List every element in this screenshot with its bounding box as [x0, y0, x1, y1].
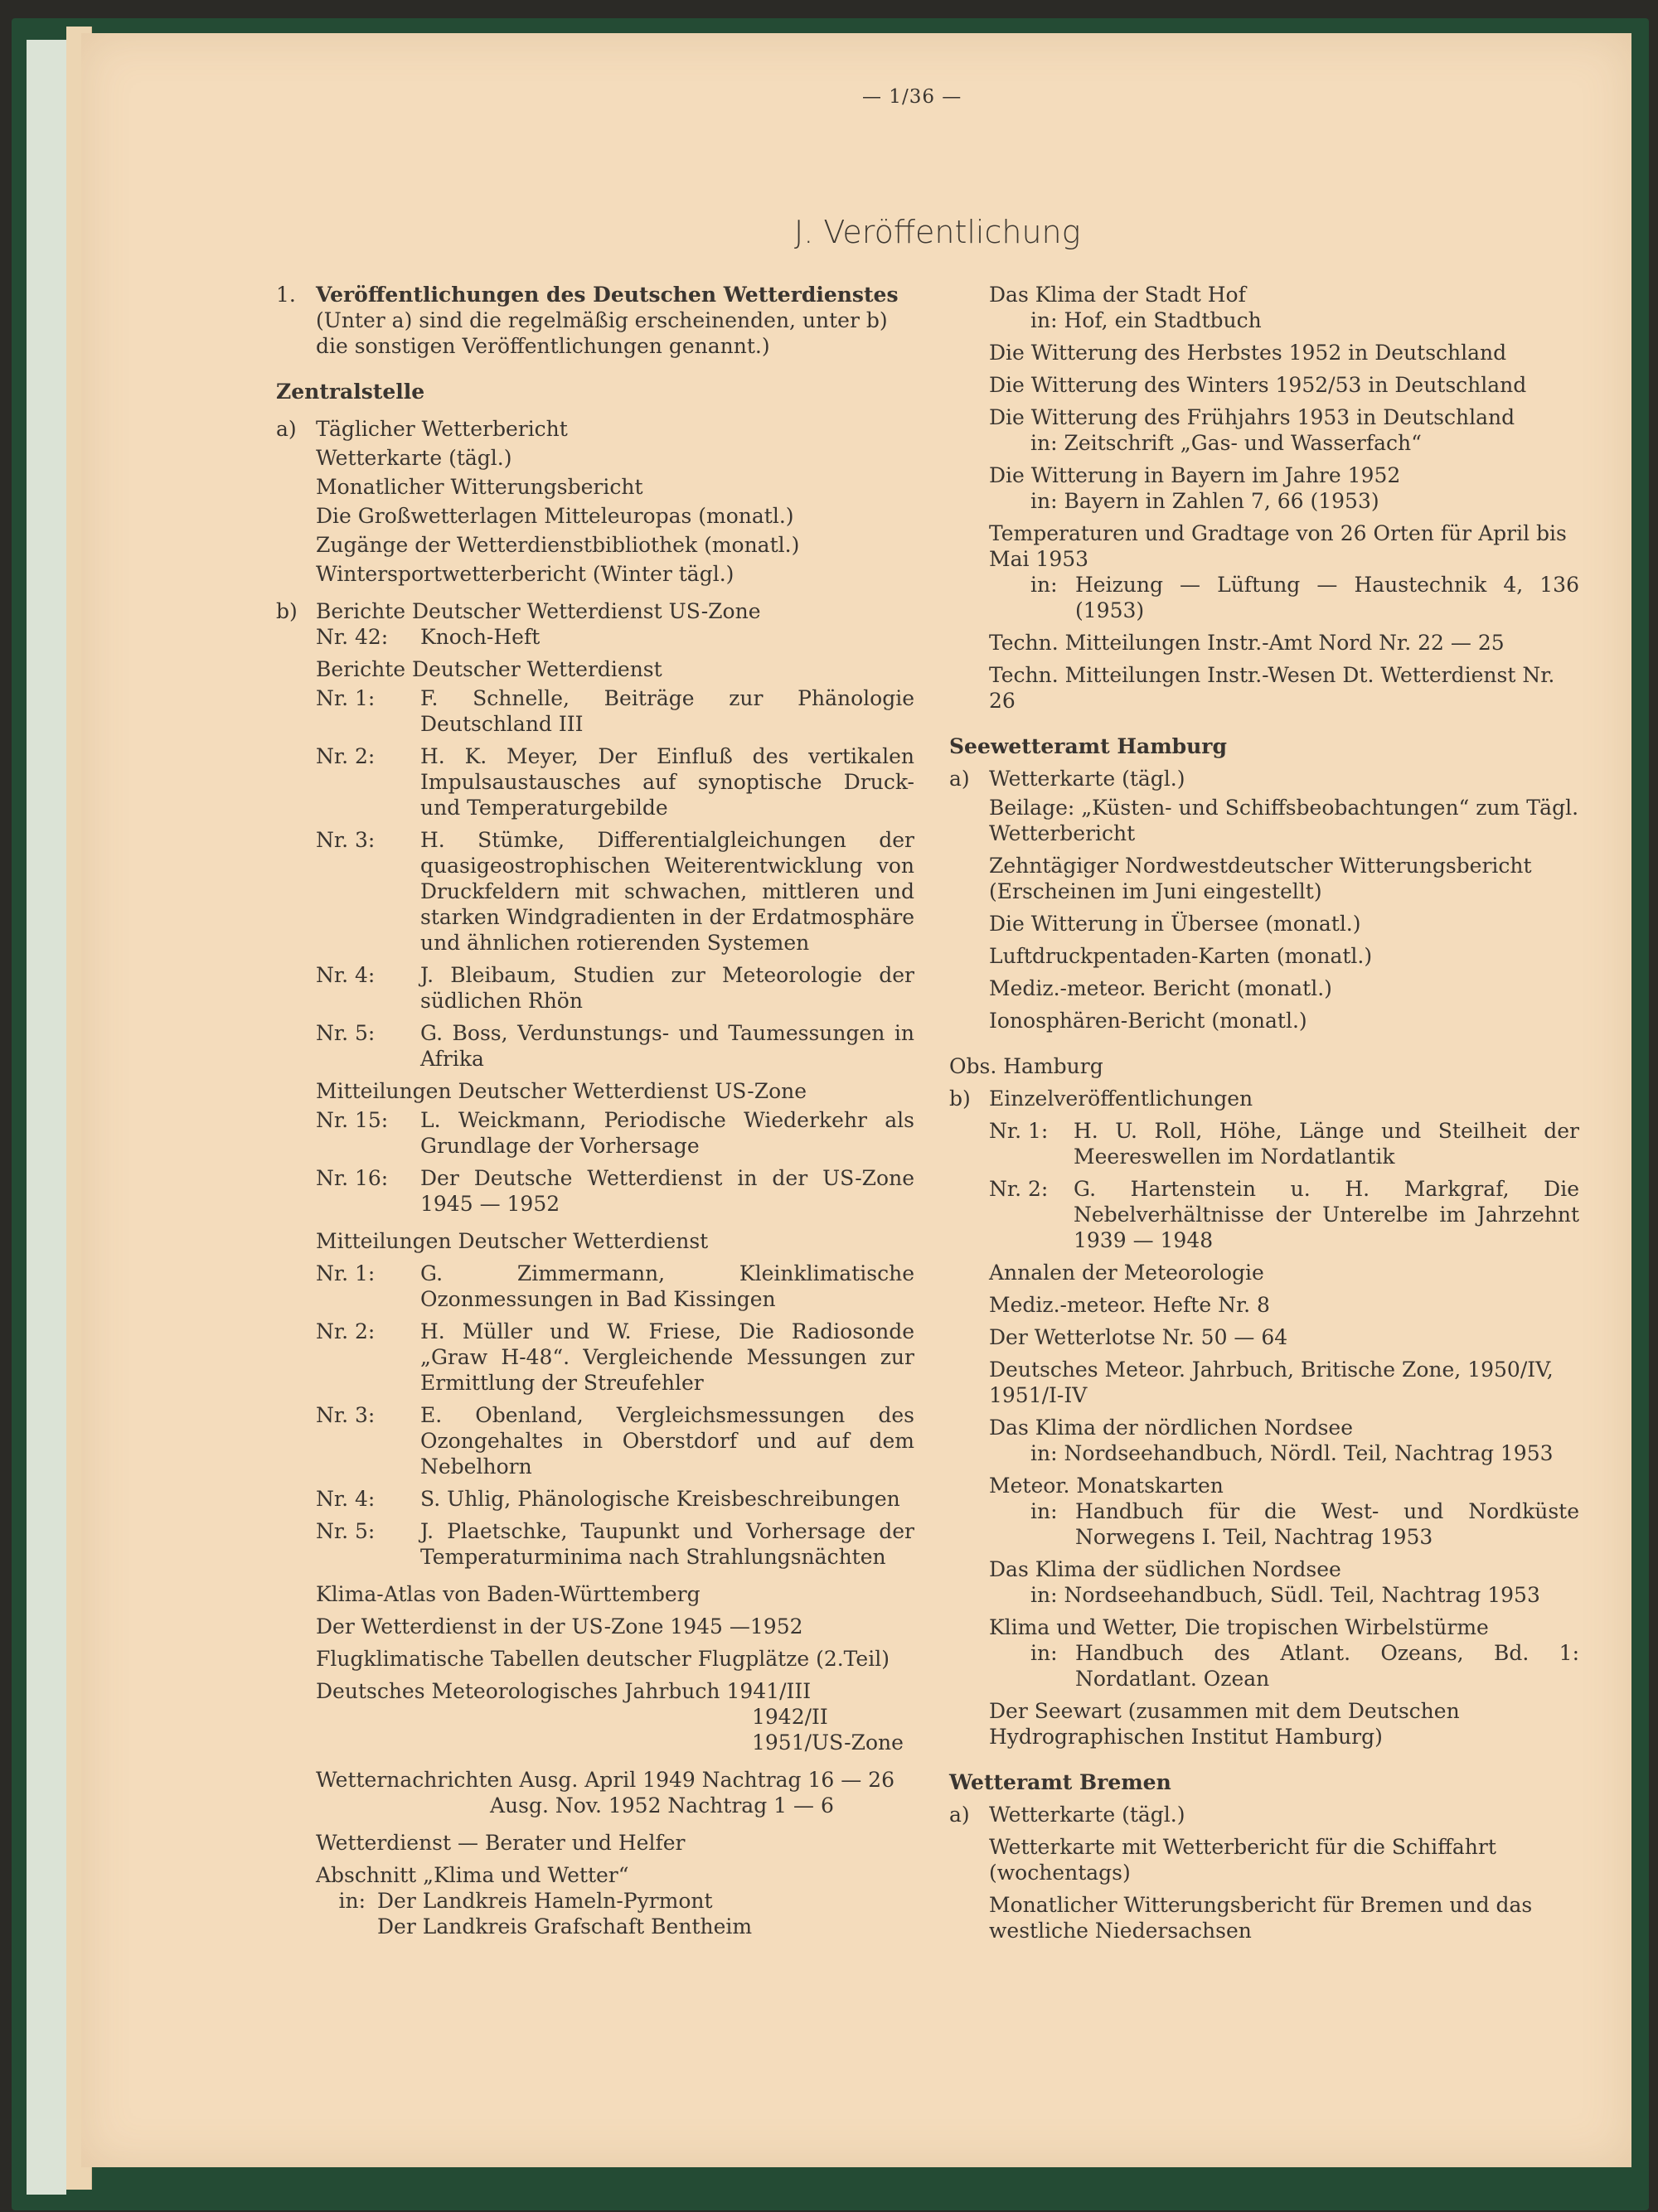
list-item: Temperaturen und Gradtage von 26 Orten für April bis Mai 1953	[989, 521, 1567, 571]
list-item: Die Witterung in Bayern im Jahre 1952	[989, 463, 1401, 487]
list-item-in: in: Handbuch des Atlant. Ozeans, Bd. 1: Nordatlant. Ozean	[1030, 1641, 1579, 1691]
list-item: Luftdruckpentaden-Karten (monatl.)	[989, 944, 1373, 968]
list-item: Nr. 1: H. U. Roll, Höhe, Länge und Steilheit der Meereswellen im Nordatlantik	[989, 1119, 1579, 1169]
list-a-first: a) Wetterkarte (tägl.)	[949, 767, 1185, 791]
list-item: Der Wetterdienst in der US-Zone 1945 —1952	[316, 1614, 803, 1638]
list-item: Nr. 2: G. Hartenstein u. H. Markgraf, Die Nebelverhältnisse der Unterelbe im Jahrzehnt 1939 — 1948	[989, 1177, 1579, 1252]
list-item: Nr. 5: G. Boss, Verdunstungs- und Taumessungen in Afrika	[316, 1021, 914, 1071]
list-item-in: in: Der Landkreis Hameln-Pyrmont	[338, 1889, 713, 1913]
list-item-in: in: Heizung — Lüftung — Haustechnik 4, 136 (1953)	[1030, 573, 1579, 622]
list-item: Mediz.-meteor. Hefte Nr. 8	[989, 1293, 1270, 1317]
list-item: Flugklimatische Tabellen deutscher Flugplätze (2.Teil)	[316, 1647, 890, 1671]
section-1-title: 1. Veröffentlichungen des Deutschen Wetterdienstes	[276, 283, 899, 307]
list-item: Mediz.-meteor. Bericht (monatl.)	[989, 976, 1332, 1000]
list-item-in: in: Zeitschrift „Gas- und Wasserfach“	[1030, 431, 1422, 455]
list-item: Deutsches Meteor. Jahrbuch, Britische Zone, 1950/IV, 1951/I-IV	[989, 1358, 1554, 1407]
list-item: Annalen der Meteorologie	[989, 1261, 1264, 1285]
list-item: Techn. Mitteilungen Instr.-Amt Nord Nr. 22 — 25	[989, 631, 1505, 655]
list-item: Nr. 4: S. Uhlig, Phänologische Kreisbeschreibungen	[316, 1487, 900, 1511]
list-item-in: in: Handbuch für die West- und Nordküste Norwegens I. Teil, Nachtrag 1953	[1030, 1499, 1579, 1549]
list-item-in: in: Nordseehandbuch, Südl. Teil, Nachtrag 1953	[1030, 1583, 1540, 1607]
list-item-in: Der Landkreis Grafschaft Bentheim	[377, 1914, 753, 1939]
list-item: Deutsches Meteorologisches Jahrbuch 1941/III	[316, 1679, 812, 1703]
list-item: Die Witterung des Winters 1952/53 in Deutschland	[989, 373, 1527, 397]
cover-inner-edge	[27, 40, 66, 2195]
list-item: Nr. 5: J. Plaetschke, Taupunkt und Vorhersage der Temperaturminima nach Strahlungsnächten	[316, 1519, 914, 1569]
list-item: Nr. 2: H. Müller und W. Friese, Die Radiosonde „Graw H-48“. Vergleichende Messungen zur Ermittlung der Streufehler	[316, 1319, 914, 1395]
list-item: Klima-Atlas von Baden-Württemberg	[316, 1582, 701, 1606]
list-item: Das Klima der südlichen Nordsee	[989, 1557, 1341, 1581]
left-column	[276, 282, 914, 1939]
list-item: Die Witterung des Herbstes 1952 in Deutschland	[989, 341, 1507, 365]
list-item: Nr. 1: G. Zimmermann, Kleinklimatische Ozonmessungen in Bad Kissingen	[316, 1261, 914, 1311]
list-item: Techn. Mitteilungen Instr.-Wesen Dt. Wetterdienst Nr. 26	[989, 663, 1555, 713]
list-item: Ionosphären-Bericht (monatl.)	[989, 1009, 1307, 1033]
list-item: Zugänge der Wetterdienstbibliothek (monatl.)	[316, 533, 800, 557]
series-title: Berichte Deutscher Wetterdienst	[316, 657, 662, 681]
list-item: Wetterkarte mit Wetterbericht für die Schiffahrt (wochentags)	[989, 1835, 1496, 1885]
list-item: Nr. 15: L. Weickmann, Periodische Wiederkehr als Grundlage der Vorhersage	[316, 1108, 914, 1158]
section-1-note: (Unter a) sind die regelmäßig erscheinenden, unter b) die sonstigen Veröffentlichungen genannt.)	[316, 308, 888, 358]
wetteramt-bremen-heading: Wetteramt Bremen	[949, 1770, 1171, 1794]
list-item: Die Witterung des Frühjahrs 1953 in Deutschland	[989, 405, 1515, 429]
list-item: Wetterdienst — Berater und Helfer	[316, 1831, 686, 1855]
list-a-first: a) Wetterkarte (tägl.)	[949, 1803, 1185, 1827]
series-title: Mitteilungen Deutscher Wetterdienst	[316, 1229, 709, 1253]
seewetteramt-heading: Seewetteramt Hamburg	[949, 734, 1227, 758]
list-item-in: in: Nordseehandbuch, Nördl. Teil, Nachtrag 1953	[1030, 1441, 1554, 1465]
list-item: Wintersportwetterbericht (Winter tägl.)	[316, 562, 734, 586]
list-item: Nr. 3: H. Stümke, Differentialgleichungen der quasigeostrophischen Weiterentwicklung von Druckfeldern mit schwachen, mittleren und starken Windgradienten in der Erdatmosphäre und ähnlichen rotierenden Systemen	[316, 828, 914, 955]
list-item: Das Klima der Stadt Hof	[989, 283, 1246, 307]
list-item: Abschnitt „Klima und Wetter“	[316, 1863, 629, 1887]
list-item: Das Klima der nördlichen Nordsee	[989, 1416, 1353, 1440]
list-item: Monatlicher Witterungsbericht für Bremen und das westliche Niedersachsen	[989, 1893, 1533, 1943]
list-item-in: in: Bayern in Zahlen 7, 66 (1953)	[1030, 489, 1379, 513]
list-b-first: b) Berichte Deutscher Wetterdienst US-Zone	[276, 599, 761, 623]
list-item: Wetterkarte (tägl.)	[316, 446, 512, 470]
list-item-continuation: Ausg. Nov. 1952 Nachtrag 1 — 6	[490, 1793, 834, 1818]
list-item: Nr. 16: Der Deutsche Wetterdienst in der US-Zone 1945 — 1952	[316, 1166, 914, 1216]
page-number: — 1/36 —	[862, 86, 962, 108]
list-item: Die Großwetterlagen Mitteleuropas (monatl.)	[316, 504, 794, 528]
series-title: Mitteilungen Deutscher Wetterdienst US-Zone	[316, 1079, 807, 1103]
list-item-continuation: 1951/US-Zone	[752, 1730, 904, 1755]
list-item: Der Seewart (zusammen mit dem Deutschen Hydrographischen Institut Hamburg)	[989, 1699, 1460, 1749]
list-item: Klima und Wetter, Die tropischen Wirbelstürme	[989, 1615, 1489, 1639]
list-a-first: a) Täglicher Wetterbericht	[276, 417, 568, 441]
obs-hamburg: Obs. Hamburg	[949, 1054, 1103, 1078]
list-item: Die Witterung in Übersee (monatl.)	[989, 912, 1361, 936]
list-item: Nr. 4: J. Bleibaum, Studien zur Meteorologie der südlichen Rhön	[316, 963, 914, 1013]
list-item-continuation: 1942/II	[752, 1705, 828, 1729]
page-title: J. Veröffentlichung	[794, 214, 1081, 250]
list-item: Beilage: „Küsten- und Schiffsbeobachtungen“ zum Tägl. Wetterbericht	[989, 796, 1579, 845]
right-column	[949, 282, 1579, 1943]
list-item: Nr. 1: F. Schnelle, Beiträge zur Phänologie Deutschland III	[316, 686, 914, 736]
list-item: Monatlicher Witterungsbericht	[316, 475, 643, 499]
list-item: Zehntägiger Nordwestdeutscher Witterungsbericht (Erscheinen im Juni eingestellt)	[989, 854, 1532, 903]
list-item: Nr. 3: E. Obenland, Vergleichsmessungen des Ozongehaltes in Oberstdorf und auf dem Nebelhorn	[316, 1403, 914, 1479]
list-item: Nr. 2: H. K. Meyer, Der Einfluß des vertikalen Impulsaustausches auf synoptische Druck- und Temperaturgebilde	[316, 744, 914, 820]
zentralstelle-heading: Zentralstelle	[276, 380, 425, 404]
list-item: Wetternachrichten Ausg. April 1949 Nachtrag 16 — 26	[316, 1768, 894, 1792]
list-item: Meteor. Monatskarten	[989, 1474, 1224, 1498]
list-b-first: b) Einzelveröffentlichungen	[949, 1087, 1253, 1111]
list-item: Der Wetterlotse Nr. 50 — 64	[989, 1325, 1288, 1349]
list-item-in: in: Hof, ein Stadtbuch	[1030, 308, 1262, 332]
list-item: Nr. 42: Knoch-Heft	[316, 625, 541, 649]
